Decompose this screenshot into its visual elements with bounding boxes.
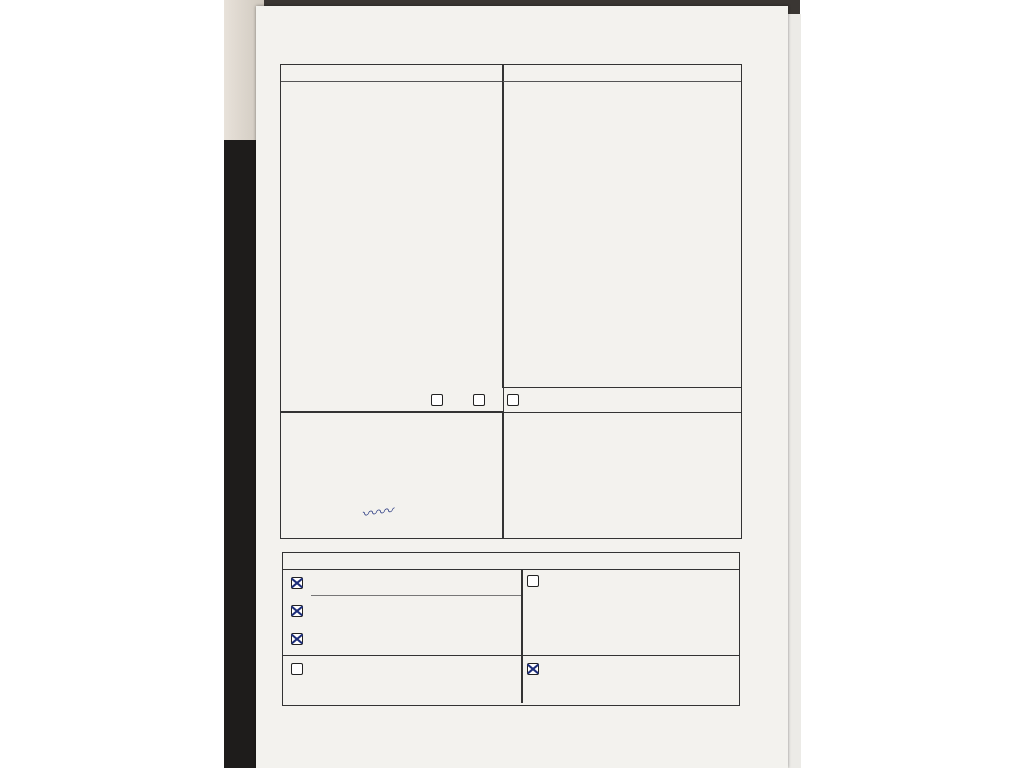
next-hline: [283, 655, 739, 656]
performed-table: [280, 64, 504, 412]
additional-work-table: [502, 64, 742, 388]
next-events-box: [282, 552, 740, 706]
customer-request-row: [280, 386, 742, 413]
next-sep: [311, 595, 521, 596]
background-leather: [224, 140, 260, 768]
next-events-title: [283, 553, 739, 570]
next-brake-checkbox[interactable]: [527, 663, 539, 675]
customer-request-nein-checkbox[interactable]: [473, 394, 485, 406]
next-oil-checkbox[interactable]: [291, 577, 303, 589]
next-inspection-checkbox[interactable]: [291, 663, 303, 675]
performed-header: [281, 65, 503, 82]
next-extra-checkbox[interactable]: [527, 575, 539, 587]
adjacent-page-edge: [786, 14, 801, 768]
customer-request-note-checkbox[interactable]: [507, 394, 519, 406]
next-interval-checkbox[interactable]: [291, 605, 303, 617]
service-record-page: [256, 6, 788, 768]
customer-request-ja-checkbox[interactable]: [431, 394, 443, 406]
next-flex-checkbox[interactable]: [291, 633, 303, 645]
stamp-divider: [502, 412, 504, 538]
next-divider-1: [521, 569, 523, 655]
stamp-section: [280, 412, 742, 539]
additional-header: [503, 65, 741, 82]
handwritten-signature: 〰〰: [359, 500, 395, 525]
next-divider-2: [521, 655, 523, 703]
